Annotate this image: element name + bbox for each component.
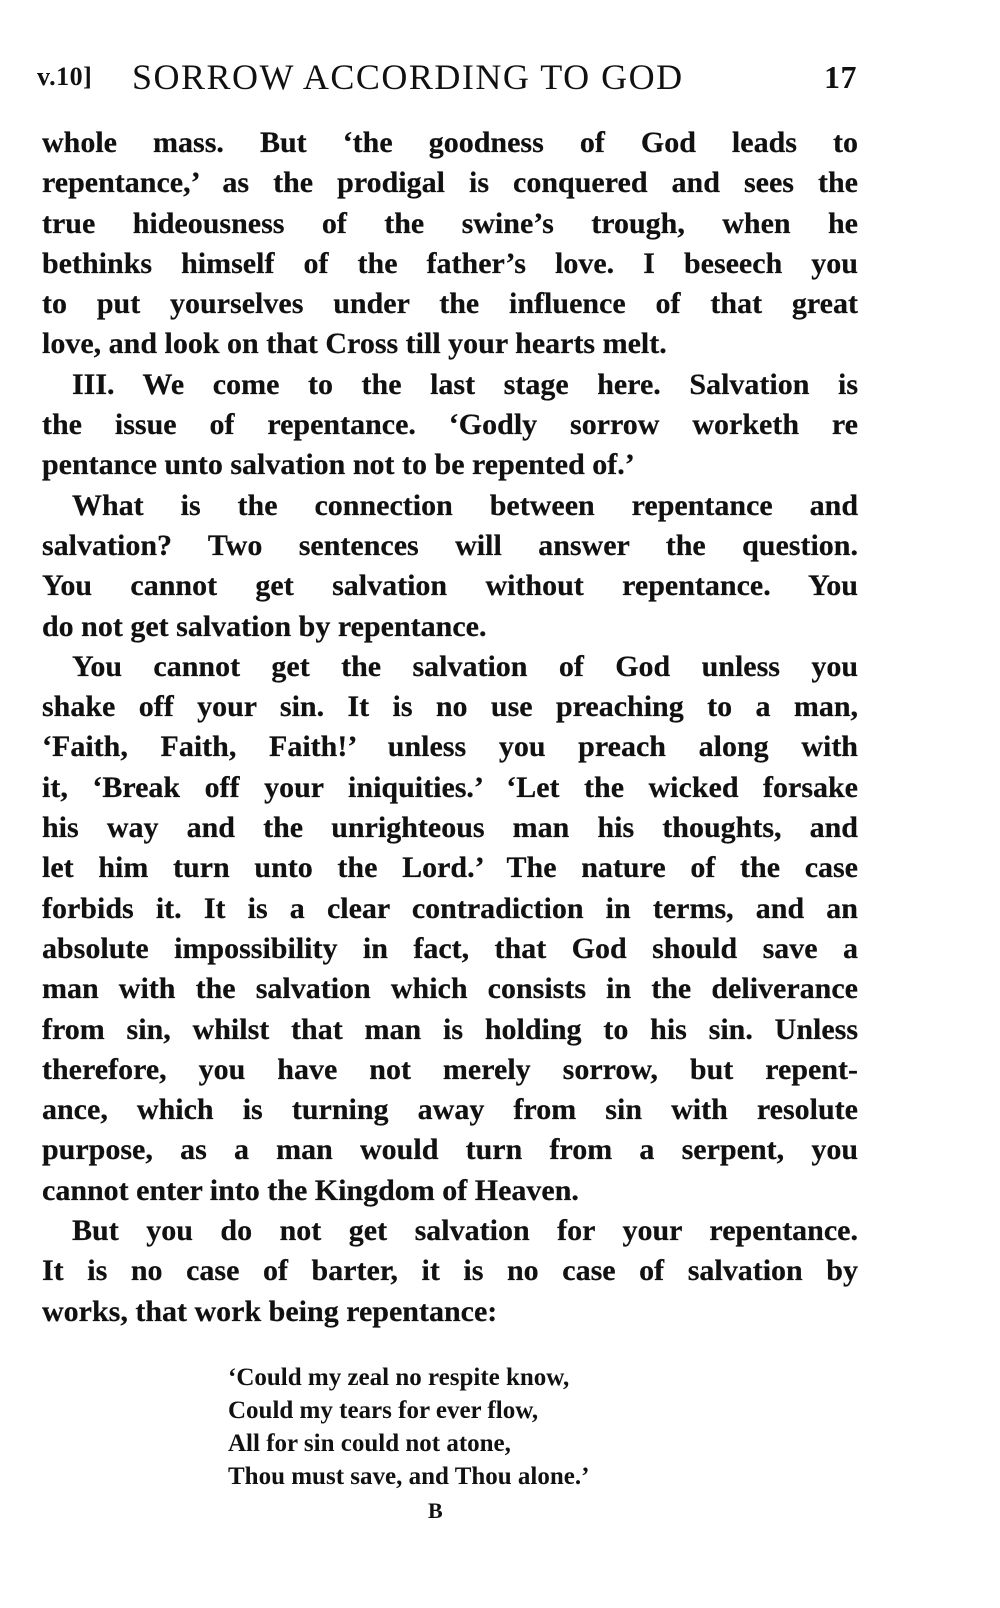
running-header <box>37 52 857 102</box>
text-line: pentance unto salvation not to be repented of.’ <box>42 448 635 482</box>
verse-line: All for sin could not atone, <box>228 1430 511 1457</box>
text-line: let him turn unto the Lord.’ The nature of the case <box>42 851 858 885</box>
text-line: ‘Faith, Faith, Faith!’ unless you preach along with <box>42 730 858 764</box>
text-line: it, ‘Break off your iniquities.’ ‘Let the wicked forsake <box>42 770 858 804</box>
paragraph <box>42 647 858 1211</box>
text-line: do not get salvation by repentance. <box>42 609 487 643</box>
text-line: salvation? Two sentences will answer the question. <box>42 528 858 562</box>
text-line: bethinks himself of the father’s love. I beseech you <box>42 246 858 280</box>
text-line: You cannot get the salvation of God unless you <box>72 649 858 683</box>
text-line: absolute impossibility in fact, that God should save a <box>42 931 858 965</box>
text-line: shake off your sin. It is no use preaching to a man, <box>42 690 858 724</box>
text-line: works, that work being repentance: <box>42 1294 498 1328</box>
text-line: forbids it. It is a clear contradiction in terms, and an <box>42 891 858 925</box>
paragraph <box>42 123 858 365</box>
text-line: But you do not get salvation for your repentance. <box>72 1214 858 1248</box>
text-line: III. We come to the last stage here. Salvation is <box>72 367 858 401</box>
text-line: true hideousness of the swine’s trough, when he <box>42 206 858 240</box>
text-line: You cannot get salvation without repentance. You <box>42 569 858 603</box>
text-line: therefore, you have not merely sorrow, but repent- <box>42 1052 858 1086</box>
signature-mark: B <box>428 1498 443 1523</box>
text-line: repentance,’ as the prodigal is conquered and sees the <box>42 166 858 200</box>
text-line: man with the salvation which consists in the deliverance <box>42 972 858 1006</box>
text-line: love, and look on that Cross till your hearts melt. <box>42 327 667 361</box>
text-line: It is no case of barter, it is no case of salvation by <box>42 1254 858 1288</box>
verse-quotation <box>228 1361 589 1493</box>
verse-reference: v.10] <box>37 62 93 91</box>
text-line: purpose, as a man would turn from a serpent, you <box>42 1133 858 1167</box>
page-number: 17 <box>824 59 857 95</box>
text-line: from sin, whilst that man is holding to his sin. Unless <box>42 1012 858 1046</box>
paragraph <box>42 365 858 486</box>
text-line: ance, which is turning away from sin with resolute <box>42 1093 858 1127</box>
text-line: to put yourselves under the influence of that great <box>42 287 858 321</box>
text-line: the issue of repentance. ‘Godly sorrow worketh re <box>42 408 858 442</box>
text-line: his way and the unrighteous man his thoughts, and <box>42 811 858 845</box>
text-line: cannot enter into the Kingdom of Heaven. <box>42 1173 579 1207</box>
paragraph <box>42 1211 858 1332</box>
text-line: whole mass. But ‘the goodness of God leads to <box>42 126 858 159</box>
text-line: What is the connection between repentance and <box>72 488 858 522</box>
paragraph <box>42 486 858 647</box>
verse-line: ‘Could my zeal no respite know, <box>228 1364 570 1391</box>
chapter-title: SORROW ACCORDING TO GOD <box>132 57 684 97</box>
body-text <box>42 123 858 1332</box>
verse-line: Could my tears for ever flow, <box>228 1397 539 1424</box>
verse-line: Thou must save, and Thou alone.’ <box>228 1463 590 1490</box>
